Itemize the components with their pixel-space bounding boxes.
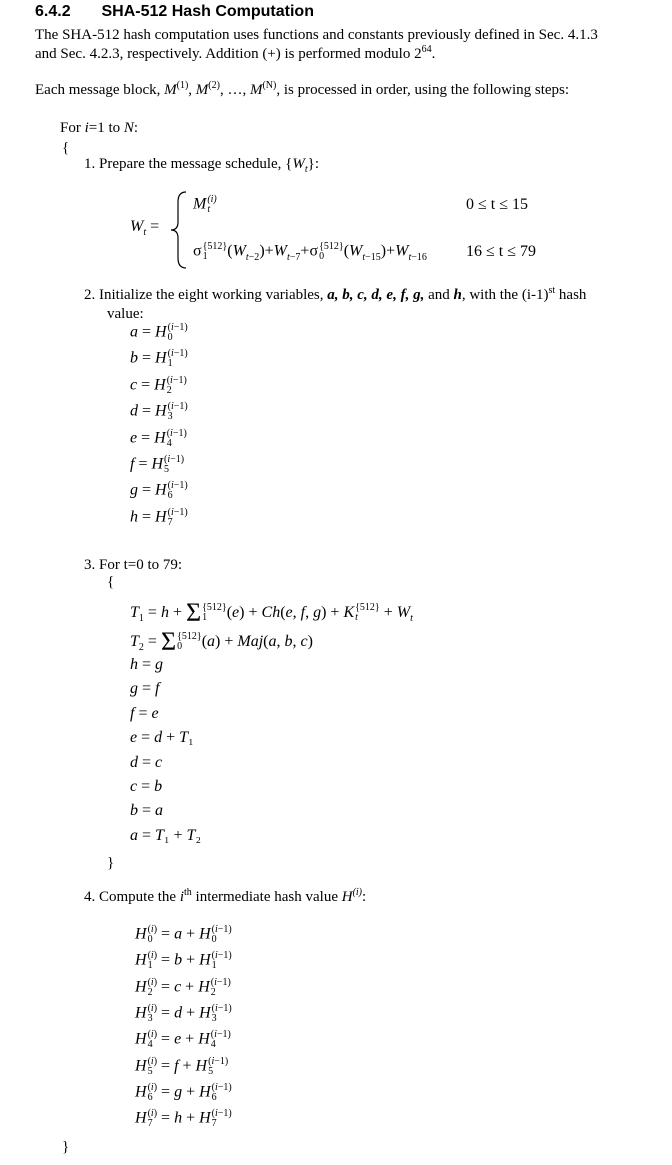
message-blocks-line (35, 80, 569, 100)
round-assignment: h = g (130, 656, 164, 673)
loop-var: i (84, 120, 89, 136)
final-h5: H (i) 5 = f + H (i−1) 5 (135, 1055, 229, 1077)
init-h: h = H (i−1) 7 (130, 506, 188, 528)
step4-mid: intermediate hash value (191, 889, 342, 905)
outer-close-brace: } (62, 1139, 70, 1155)
final-h0: H (i) 0 = a + H (i−1) 0 (135, 924, 232, 945)
schedule-lhs (130, 218, 160, 239)
case1-m: M (193, 195, 207, 213)
step2-and: and (424, 287, 454, 303)
intro-line-2-end: . (431, 46, 436, 62)
step2-mid: , with the (i-1) (461, 287, 549, 303)
round-assignment: d = c (130, 753, 163, 771)
init-b: b = H (i−1) 1 (130, 348, 188, 370)
case1-cond: 0 ≤ t ≤ 15 (466, 196, 529, 213)
section-heading (35, 3, 314, 21)
lhs-eq: = (146, 218, 160, 235)
loop-eq: =1 to (88, 120, 124, 136)
loop-for: For (60, 120, 85, 136)
step2-label: 2. Initialize the eight working variables, (84, 287, 328, 303)
step3-open-brace: { (107, 574, 115, 590)
mn: M (249, 82, 263, 98)
init-e: e = H (i−1) 4 (130, 427, 187, 449)
step1-label: 1. Prepare the message schedule, { (84, 156, 293, 172)
step4-th: th (184, 887, 192, 898)
loop-colon: : (133, 120, 139, 136)
schedule-case2: σ {512} 1 $(W_{t-2})+W_{t-7}+\sigma$ {512} 0 $(W_{t-15})+W_{t-16}$ (193, 241, 427, 263)
round-assignment: e = d + T₁ (130, 729, 194, 747)
intro-line-2-text: and Sec. 4.2.3, respectively. Addition (+) is performed modulo 2 (35, 46, 422, 62)
step4-h: H (341, 889, 353, 905)
loop-end: N (123, 120, 134, 136)
intro-line-2 (35, 44, 435, 64)
m1-sup: (1) (176, 80, 189, 91)
sep1: , (188, 82, 196, 98)
step3-text: 3. For t=0 to 79: (84, 557, 183, 573)
final-h2: H (i) 2 = c + H (i−1) 2 (135, 976, 231, 998)
step2-line2: value: (107, 306, 144, 322)
case2-cond: 16 ≤ t ≤ 79 (466, 243, 537, 260)
step2-text (84, 285, 586, 305)
round-assignment: a = T₁ + T₂ (130, 826, 202, 844)
blocks-line-end: , is processed in order, using the following steps: (276, 82, 570, 98)
final-h1: H (i) 1 = b + H (i−1) 1 (135, 950, 232, 972)
init-a: a = H (i−1) 0 (130, 322, 188, 343)
step1-text (84, 154, 319, 174)
modulo-exponent: 64 (421, 44, 432, 55)
sep2: , …, (219, 82, 250, 98)
intro-line-1: The SHA-512 hash computation uses functions and constants previously defined in Sec. 4.1.3 (35, 27, 598, 43)
init-g: g = H (i−1) 6 (130, 480, 188, 502)
case1-sup: (i) (207, 194, 217, 205)
step4-h-sup: (i) (352, 887, 363, 898)
step4-text (84, 887, 366, 907)
outer-loop-header (60, 118, 138, 138)
outer-open-brace: { (62, 140, 70, 156)
schedule-brace (168, 190, 190, 270)
init-c: c = H (i−1) 2 (130, 374, 187, 396)
mn-sup: (N) (262, 80, 277, 91)
step2-vars: a, b, c, d, e, f, g, (327, 287, 425, 303)
lhs-t: t (143, 227, 147, 239)
step1-w: W (292, 156, 305, 172)
final-h4: H (i) 4 = e + H (i−1) 4 (135, 1029, 231, 1051)
step2-end: hash (555, 287, 587, 303)
step2-h: h (453, 287, 462, 303)
section-title: SHA-512 Hash Computation (101, 3, 314, 20)
step4-label: 4. Compute the (84, 889, 180, 905)
t1-equation: $T_1 = h + \Sigma$ {512} 1 (e) + Ch(e, f, g) + K {512} t + $W_t$ (130, 598, 413, 627)
blocks-line-start: Each message block, (35, 82, 165, 98)
step1-wt: t (304, 164, 308, 175)
round-assignment: g = f (130, 680, 160, 698)
step4-colon: : (362, 889, 367, 905)
final-h3: H (i) 3 = d + H (i−1) 3 (135, 1002, 232, 1024)
m1: M (164, 82, 177, 98)
case1-sub: t (207, 204, 211, 215)
m2: M (195, 82, 209, 98)
final-h6: H (i) 6 = g + H (i−1) 6 (135, 1081, 232, 1103)
init-f: f = H (i−1) 5 (130, 454, 185, 475)
section-number: 6.4.2 (35, 3, 71, 20)
m2-sup: (2) (208, 80, 220, 91)
step4-i: i (179, 889, 184, 905)
step2-st: st (548, 285, 556, 296)
lhs-w: W (130, 218, 144, 235)
init-d: d = H (i−1) 3 (130, 401, 188, 423)
step1-close: }: (307, 156, 320, 172)
t2-equation: $T_2 = \Sigma$ {512} 0 (a) + Maj(a, b, c) (130, 627, 313, 656)
schedule-case1 (193, 195, 217, 215)
step3-close-brace: } (107, 855, 115, 871)
final-h7: H (i) 7 = h + H (i−1) 7 (135, 1108, 232, 1130)
round-assignment: c = b (130, 778, 163, 795)
round-assignment: f = e (130, 704, 159, 722)
round-assignment: b = a (130, 802, 164, 820)
